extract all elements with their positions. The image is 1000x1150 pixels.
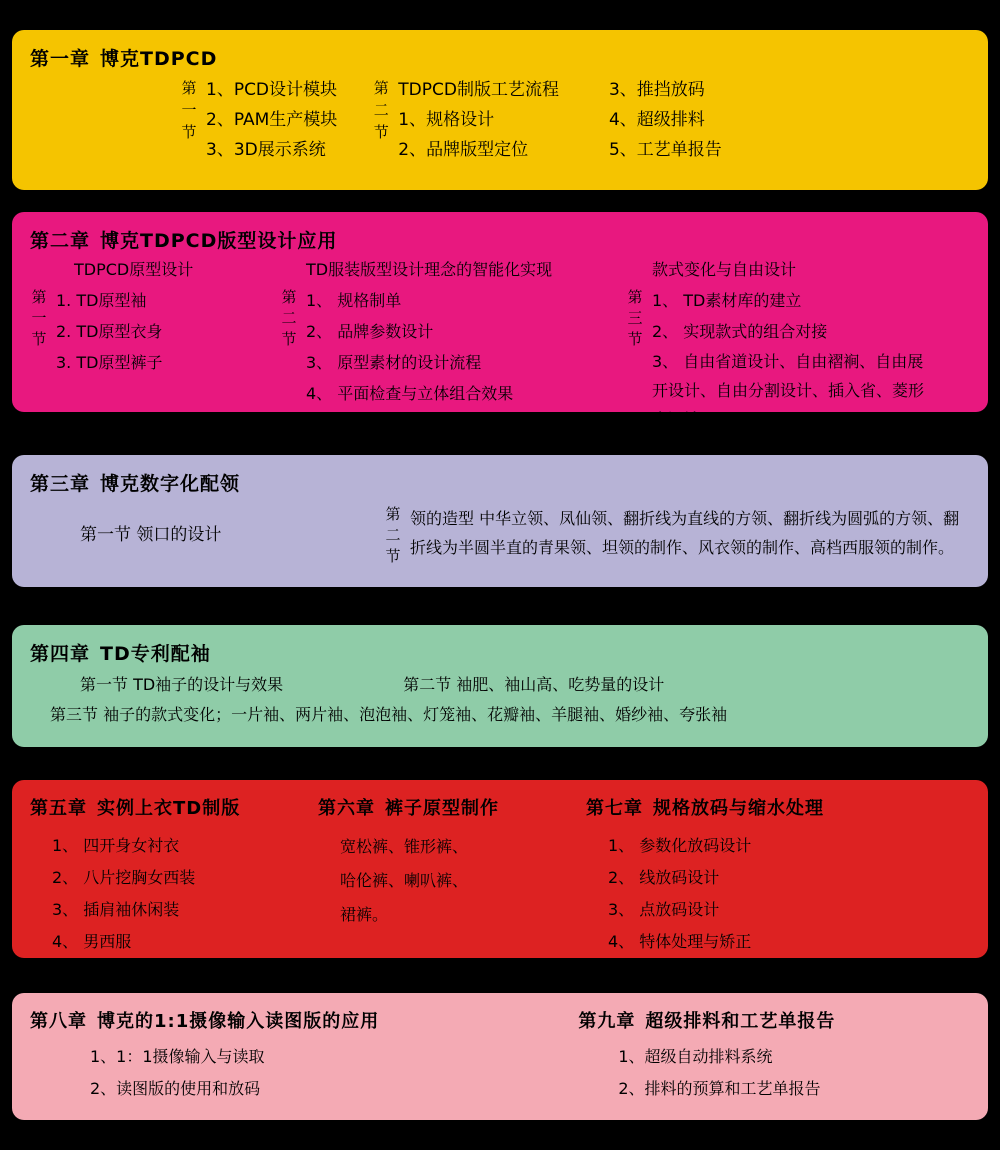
chapter-1-block [12,30,988,190]
chapter-3-section-2 [384,504,970,567]
list-item: 2、品牌版型定位 [398,140,529,160]
chapter-8-number: 第八章 [30,1011,87,1032]
list-item: 1、PCD设计模块 [206,80,338,100]
chapter-2-section-1-items [56,285,162,378]
list-item: 1、 TD素材库的建立 [652,291,802,310]
list-item: 1. TD原型袖 [56,291,147,310]
list-item: 2、排料的预算和工艺单报告 [618,1079,821,1098]
list-item: 4、超级排料 [608,110,705,130]
chapter-5-6-7-block [12,780,988,958]
chapter-1-section-1-label: 第 一 节 [181,79,197,141]
list-item: 裙裤。 [340,905,389,924]
chapter-8-items [30,1041,578,1105]
chapter-4-number: 第四章 [30,643,91,665]
chapter-8-title [30,1007,578,1033]
list-item: 哈伦裤、喇叭裤、 [340,871,469,890]
chapter-2-title [30,226,970,253]
list-item: 2、 品牌参数设计 [306,322,434,341]
chapter-3-section-2-label: 第 二 节 [385,505,401,565]
list-item: 4、 平面检查与立体组合效果 [306,384,514,403]
chapter-8-9-block [12,993,988,1120]
list-item: 3、 自由省道设计、自由褶裥、自由展开设计、自由分割设计、插入省、菱形省设计。 [652,352,925,429]
chapter-2-section-3 [626,257,926,434]
list-item: 宽松裤、锥形裤、 [340,837,469,856]
chapter-7-items [586,830,886,958]
chapter-8-column [30,1007,578,1105]
chapter-2-number: 第二章 [30,230,91,252]
chapter-3-section-1: 第一节 领口的设计 [80,525,222,545]
chapter-4-heading: TD专利配袖 [100,643,211,665]
list-item: 2、读图版的使用和放码 [90,1079,261,1098]
chapter-1-columns [30,75,970,165]
chapter-4-title [30,639,970,666]
chapter-6-heading: 裤子原型制作 [385,798,499,819]
list-item: 5、工艺单报告 [608,140,722,160]
chapter-4-section-1: 第一节 TD袖子的设计与效果 [80,675,284,694]
chapter-3-body [30,504,970,567]
chapter-7-title [586,794,886,820]
chapter-1-section-2 [372,75,559,165]
chapter-1-number: 第一章 [30,48,91,70]
chapter-5-title [30,794,318,820]
chapter-3-heading: 博克数字化配领 [100,473,241,495]
list-item: 1、1：1摄像输入与读取 [90,1047,265,1066]
section-head: 款式变化与自由设计 [652,260,797,279]
list-item: 1、 参数化放码设计 [608,836,752,855]
list-item: 1、规格设计 [398,110,495,130]
chapter-4-line-1 [30,670,970,700]
chapter-2-section-2-items [306,285,513,409]
chapter-2-section-1-label: 第 一 节 [31,288,47,348]
chapter-8-9-columns [30,1007,970,1105]
chapter-1-section-2-items-right [609,75,722,165]
chapter-3-block [12,455,988,587]
list-item: 4、 特体处理与矫正 [608,932,752,951]
list-item: 3. TD原型裤子 [56,353,163,372]
chapter-3-number: 第三章 [30,473,91,495]
list-item: 4、 男西服 [52,932,132,951]
chapter-4-block [12,625,988,747]
chapter-9-heading: 超级排料和工艺单报告 [645,1011,836,1032]
chapter-5-items [30,830,318,958]
chapter-6-title [318,794,586,820]
chapter-1-section-2-label: 第 二 节 [373,79,389,141]
chapter-3-title [30,469,970,496]
list-item: 2、 八片挖胸女西装 [52,868,196,887]
chapter-2-columns [30,257,970,434]
list-item: 2、 线放码设计 [608,868,720,887]
chapter-1-section-1 [180,75,337,165]
list-item: 2. TD原型衣身 [56,322,163,341]
chapter-1-heading: 博克TDPCD [100,48,218,70]
list-item: 3、 原型素材的设计流程 [306,353,482,372]
chapter-1-section-2-items [398,75,559,165]
chapter-9-title [578,1007,970,1033]
chapter-7-heading: 规格放码与缩水处理 [653,798,824,819]
chapter-6-number: 第六章 [318,798,375,819]
chapter-9-items [578,1041,970,1105]
list-item: 3、3D展示系统 [206,140,326,160]
section-head: TDPCD制版工艺流程 [398,80,559,100]
chapter-1-title [30,44,970,71]
chapter-2-section-1 [30,257,270,434]
chapter-4-line-2: 第三节 袖子的款式变化；一片袖、两片袖、泡泡袖、灯笼袖、花瓣袖、羊腿袖、婚纱袖、夸张袖 [50,705,728,724]
chapter-8-heading: 博克的1:1摄像输入读图版的应用 [97,1011,380,1032]
chapter-2-section-2-label: 第 二 节 [281,288,297,348]
chapter-6-items [318,830,586,932]
chapter-9-column [578,1007,970,1105]
chapter-5-6-7-columns [30,794,970,958]
chapter-2-heading: 博克TDPCD版型设计应用 [100,230,338,252]
list-item: 2、PAM生产模块 [206,110,338,130]
list-item: 1、 四开身女衬衣 [52,836,180,855]
section-head: TDPCD原型设计 [74,260,194,279]
chapter-2-section-3-items [652,285,926,434]
chapter-7-number: 第七章 [586,798,643,819]
chapter-4-section-2: 第二节 袖肥、袖山高、吃势量的设计 [403,675,665,694]
list-item: 3、推挡放码 [608,80,705,100]
chapter-9-number: 第九章 [578,1011,636,1032]
chapter-2-section-3-label: 第 三 节 [627,288,643,348]
list-item: 1、 规格制单 [306,291,402,310]
chapter-5-number: 第五章 [30,798,87,819]
chapter-1-section-1-items [206,75,337,165]
chapter-7-column [586,794,886,958]
chapter-6-column [318,794,586,958]
chapter-5-column [30,794,318,958]
list-item: 3、 插肩袖休闲装 [52,900,180,919]
list-item: 2、 实现款式的组合对接 [652,322,828,341]
chapter-5-heading: 实例上衣TD制版 [97,798,241,819]
list-item: 1、超级自动排料系统 [618,1047,773,1066]
list-item: 3、 点放码设计 [608,900,720,919]
chapter-3-section-2-text: 领的造型 中华立领、凤仙领、翻折线为直线的方领、翻折线为圆弧的方领、翻折线为半圆半直的青果领、坦领的制作、风衣领的制作、高档西服领的制作。 [410,509,960,557]
chapter-2-section-2 [280,257,610,434]
chapter-2-block [12,212,988,429]
section-head: TD服装版型设计理念的智能化实现 [306,260,553,279]
